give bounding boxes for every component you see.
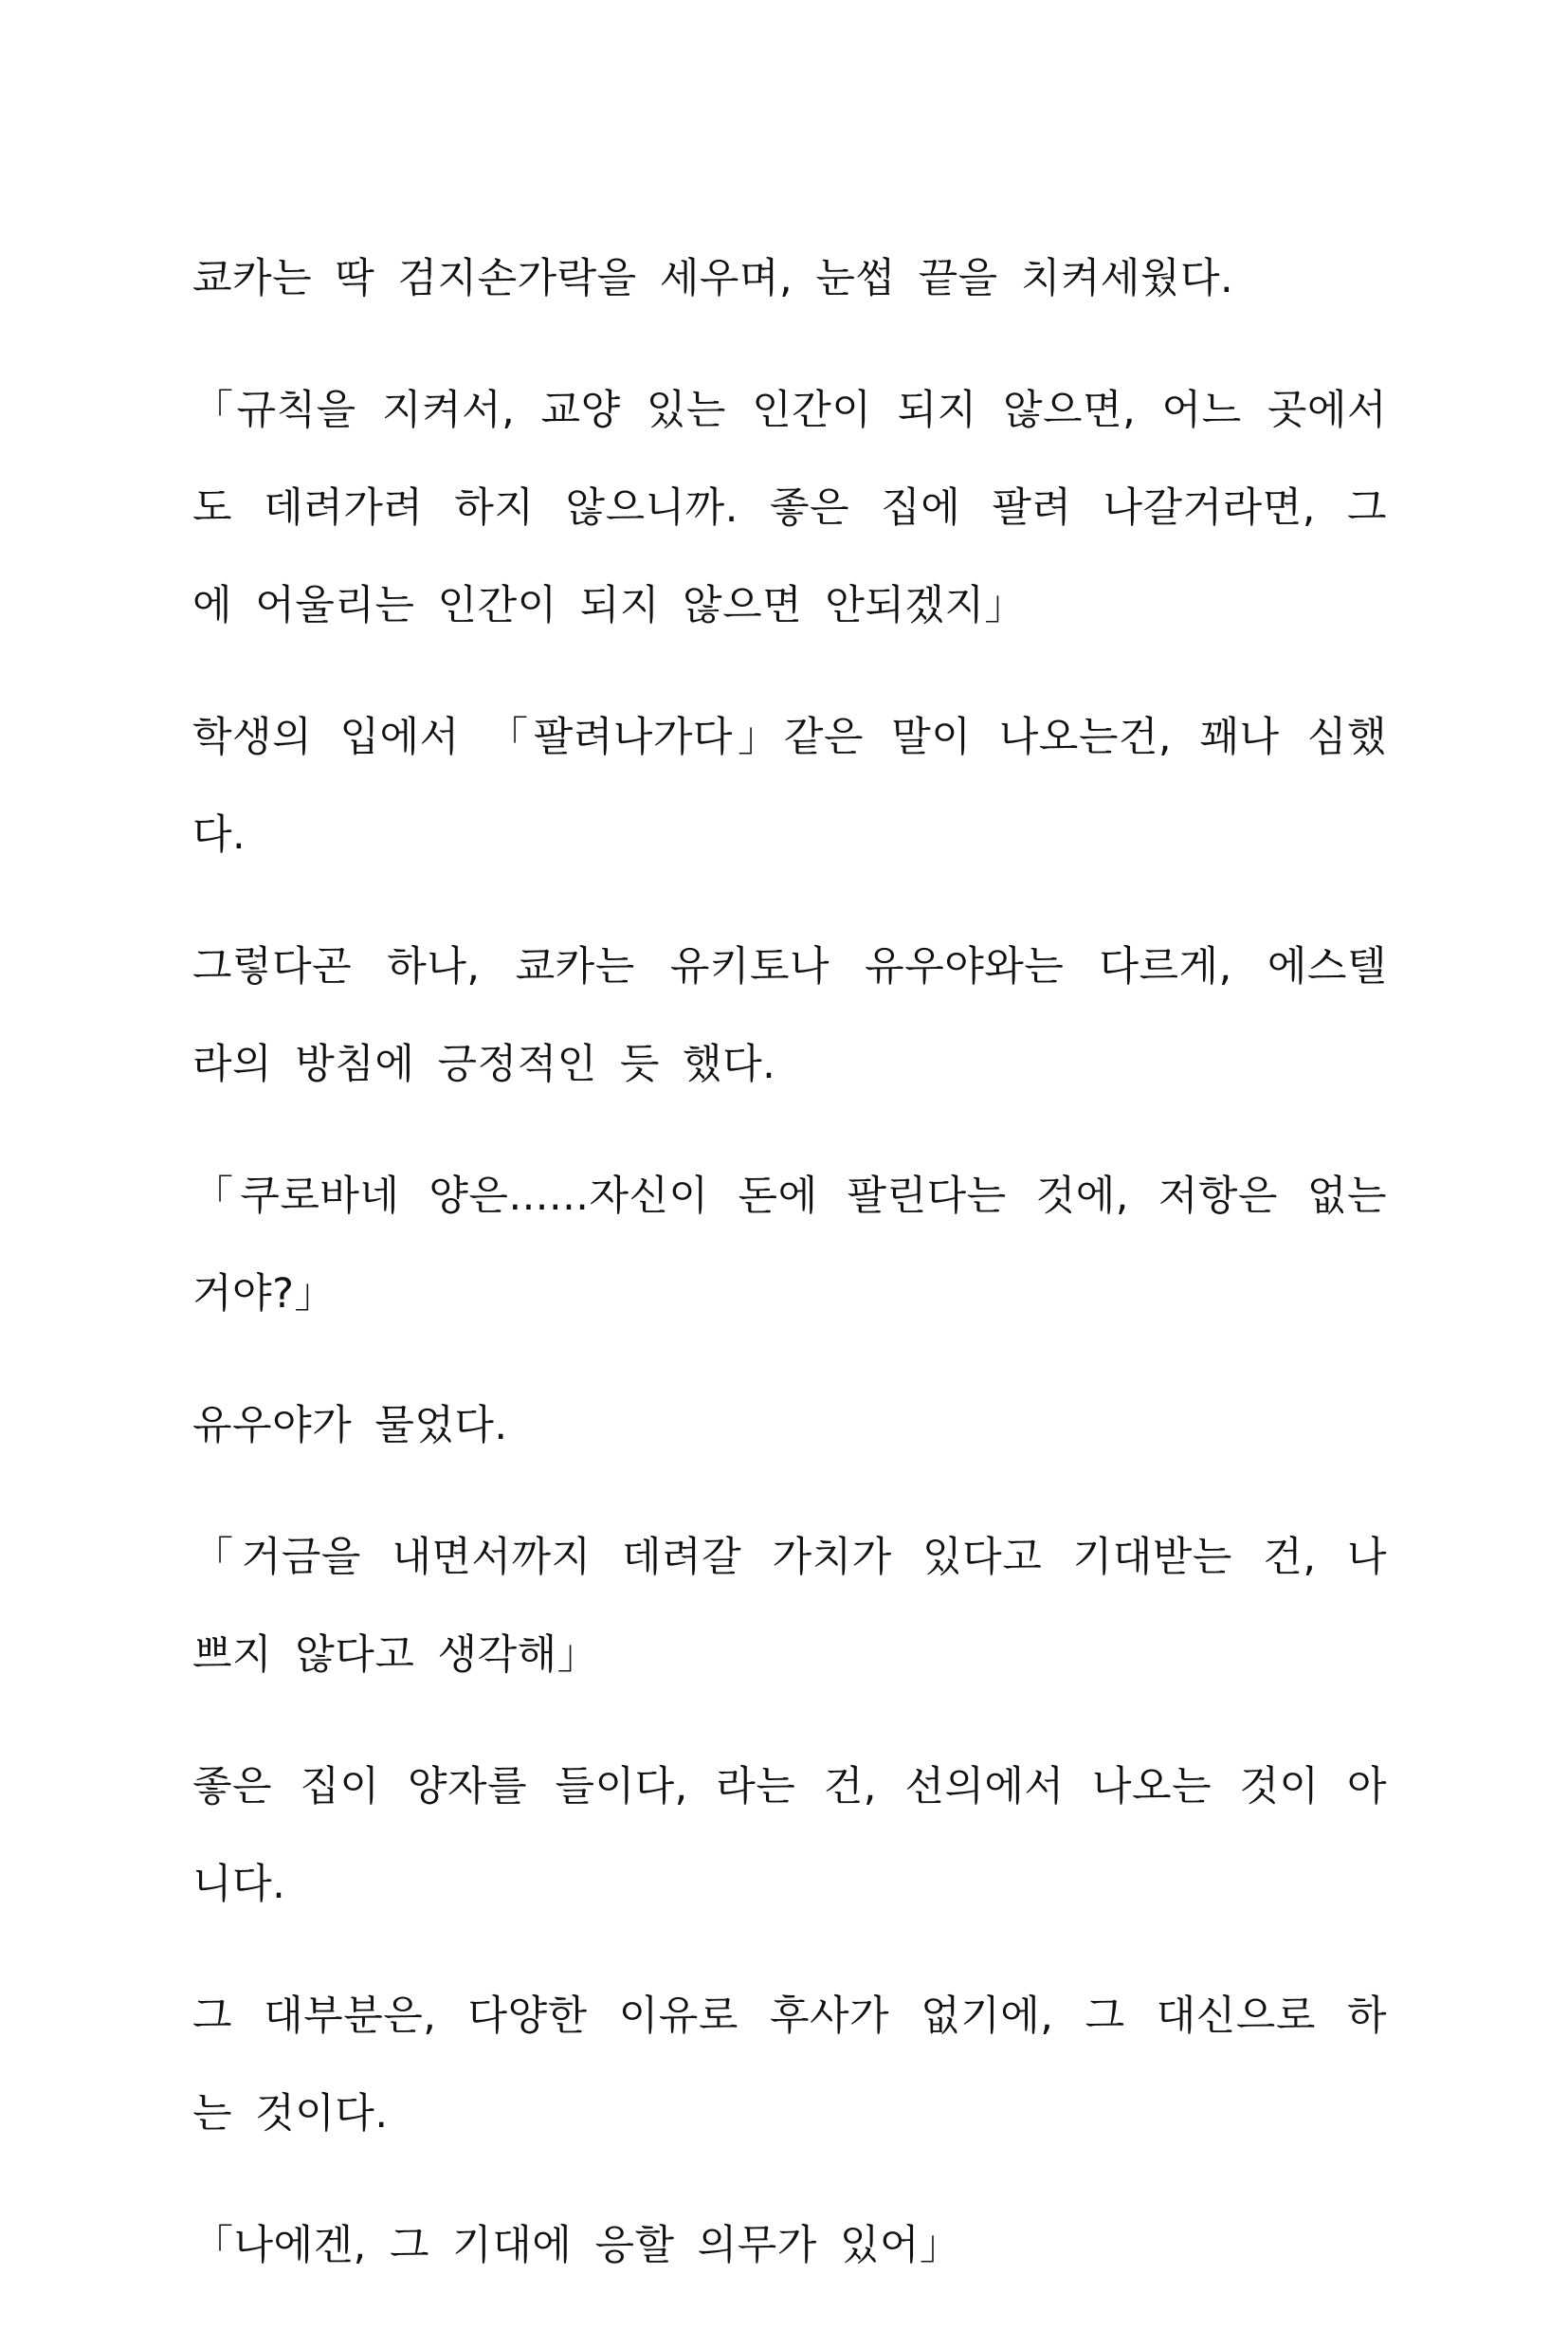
text-line: 에 어울리는 인간이 되지 않으면 안되겠지」 [192,582,1026,629]
text-line: 쿄카는 딱 검지손가락을 세우며, 눈썹 끝을 치켜세웠다. [192,255,1234,302]
text-line: 그렇다곤 하나, 쿄카는 유키토나 유우야와는 다르게, 에스텔 [192,943,1387,991]
paragraph [192,1738,1387,1934]
text-line: 도 데려가려 하지 않으니까. 좋은 집에 팔려 나갈거라면, 그 [192,484,1387,532]
paragraph [192,689,1387,884]
paragraph [192,919,1387,1114]
text-line: 라의 방침에 긍정적인 듯 했다. [192,1041,776,1088]
text-line: 학생의 입에서 「팔려나가다」같은 말이 나오는건, 꽤나 심했 [192,714,1387,761]
text-line: 「나에겐, 그 기대에 응할 의무가 있어」 [192,2222,961,2269]
text-line: 는 것이다. [192,2090,389,2138]
text-line: 다. [192,811,246,859]
paragraph [192,1968,1387,2163]
text-line: 「규칙을 지켜서, 교양 있는 인간이 되지 않으면, 어느 곳에서 [192,387,1387,434]
paragraph [192,362,1387,655]
text-line: 거야?」 [192,1270,336,1318]
paragraph [192,1148,1387,1343]
text-line: 그 대부분은, 다양한 이유로 후사가 없기에, 그 대신으로 하 [192,1992,1387,2040]
text-line: 유우야가 물었다. [192,1402,508,1449]
text-line: 「거금을 내면서까지 데려갈 가치가 있다고 기대받는 건, 나 [192,1534,1387,1581]
text-line: 좋은 집이 양자를 들이다, 라는 건, 선의에서 나오는 것이 아 [192,1763,1387,1810]
paragraph [192,230,1387,328]
text-line: 쁘지 않다고 생각해」 [192,1631,599,1679]
paragraph [192,2197,1387,2295]
body-text [192,230,1387,2329]
paragraph [192,1509,1387,1704]
text-line: 니다. [192,1861,286,1908]
text-line: 「쿠로바네 양은......자신이 돈에 팔린다는 것에, 저항은 없는 [192,1173,1387,1220]
paragraph [192,1377,1387,1475]
